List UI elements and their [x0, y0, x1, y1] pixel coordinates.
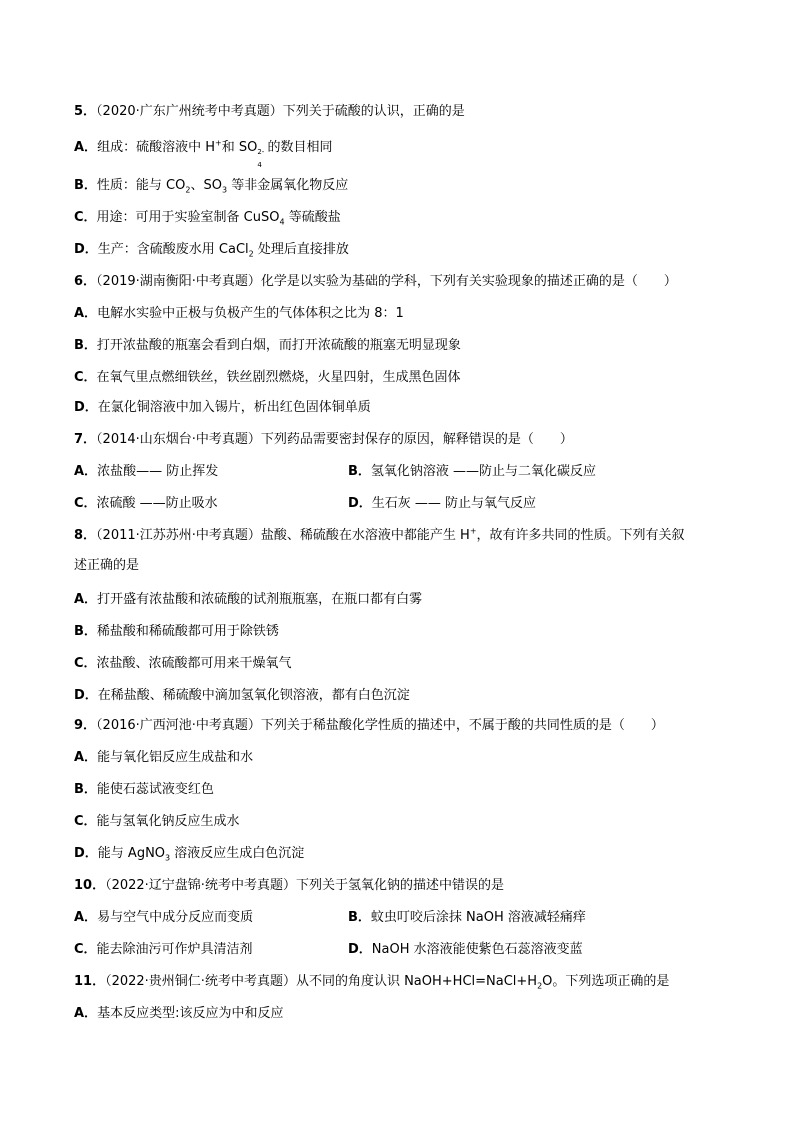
question-6-option-d: D．在氯化铜溶液中加入锡片，析出红色固体铜单质 — [74, 400, 371, 415]
question-5-option-a: A．组成：硫酸溶液中 H+和 SO 2- 4 的数目相同 — [74, 138, 333, 169]
question-5-option-b: B．性质：能与 $CO_2$、$SO_3$ 等非金属氧化物反应 — [74, 178, 349, 195]
question-6-stem: 6．（2019·湖南衡阳·中考真题）化学是以实验为基础的学科，下列有关实验现象的描述正确的是（ ） — [74, 274, 677, 289]
question-8-option-a: A．打开盛有浓盐酸和浓硫酸的试剂瓶瓶塞，在瓶口都有白雾 — [74, 592, 423, 607]
question-6-option-a: A．电解水实验中正极与负极产生的气体体积之比为 8：1 — [74, 306, 404, 321]
question-10-option-c: C．能去除油污可作炉具清洁剂 — [74, 942, 253, 957]
question-7-option-d: D．生石灰 —— 防止与氧气反应 — [348, 496, 537, 511]
question-11-stem: 11．（2022·贵州铜仁·统考中考真题）从不同的角度认识 $NaOH+HCl=NaCl+H_2O$。下列选项正确的是 — [74, 974, 670, 991]
question-7-option-c: C．浓硫酸 ——防止吸水 — [74, 496, 218, 511]
question-8-option-b: B．稀盐酸和稀硫酸都可用于除铁锈 — [74, 624, 279, 639]
question-9-option-d: D．能与 AgNO$_3$ 溶液反应生成白色沉淀 — [74, 846, 305, 863]
question-5-option-c: C．用途：可用于实验室制备 CuSO$_4$ 等硫酸盐 — [74, 210, 341, 227]
question-8-option-d: D．在稀盐酸、稀硫酸中滴加氢氧化钡溶液，都有白色沉淀 — [74, 688, 410, 703]
question-5-stem: 5．（2020·广东广州统考中考真题）下列关于硫酸的认识，正确的是 — [74, 104, 465, 119]
question-11-option-a: A．基本反应类型:该反应为中和反应 — [74, 1006, 284, 1021]
question-8-option-c: C．浓盐酸、浓硫酸都可用来干燥氧气 — [74, 656, 292, 671]
question-10-option-a: A．易与空气中成分反应而变质 — [74, 910, 254, 925]
question-8-stem: 8．（2011·江苏苏州·中考真题）盐酸、稀硫酸在水溶液中都能产生 H+，故有许多共同的性质。下列有关叙 — [74, 526, 685, 543]
question-9-stem: 9．（2016·广西河池·中考真题）下列关于稀盐酸化学性质的描述中，不属于酸的共同性质的是（ ） — [74, 718, 664, 733]
question-9-option-b: B．能使石蕊试液变红色 — [74, 782, 214, 797]
question-10-option-d: D．NaOH 水溶液能使紫色石蕊溶液变蓝 — [348, 942, 583, 957]
question-6-option-c: C．在氧气里点燃细铁丝，铁丝剧烈燃烧，火星四射，生成黑色固体 — [74, 370, 461, 385]
question-9-option-a: A．能与氧化铝反应生成盐和水 — [74, 750, 254, 765]
question-6-option-b: B．打开浓盐酸的瓶塞会看到白烟，而打开浓硫酸的瓶塞无明显现象 — [74, 338, 461, 353]
question-9-option-c: C．能与氢氧化钠反应生成水 — [74, 814, 240, 829]
question-10-option-b: B．蚊虫叮咬后涂抹 NaOH 溶液减轻痛痒 — [348, 910, 586, 925]
question-8-stem-line2: 述正确的是 — [74, 558, 140, 573]
question-7-option-a: A．浓盐酸—— 防止挥发 — [74, 464, 219, 479]
question-7-stem: 7．（2014·山东烟台·中考真题）下列药品需要密封保存的原因，解释错误的是（ ） — [74, 432, 573, 447]
question-5-option-d: D．生产：含硫酸废水用 CaCl$_2$ 处理后直接排放 — [74, 242, 349, 259]
question-7-option-b: B．氢氧化钠溶液 ——防止与二氧化碳反应 — [348, 464, 597, 479]
question-10-stem: 10．（2022·辽宁盘锦·统考中考真题）下列关于氢氧化钠的描述中错误的是 — [74, 878, 504, 893]
